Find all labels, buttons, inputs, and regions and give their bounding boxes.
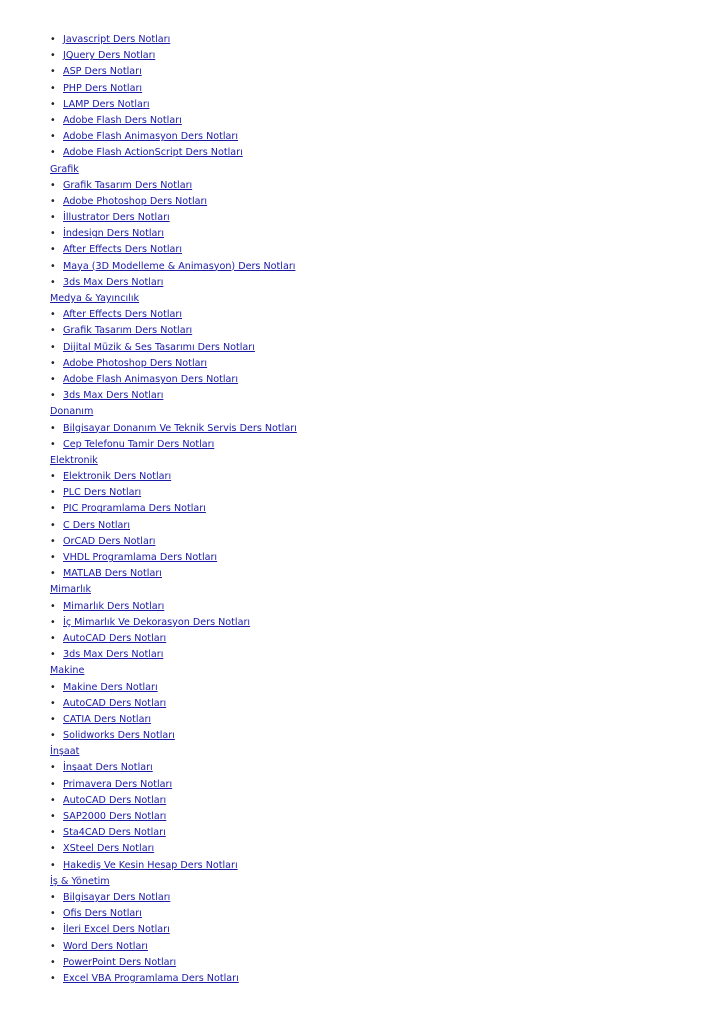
course-link[interactable]: Adobe Flash Animasyon Ders Notları bbox=[63, 131, 239, 143]
list-item bbox=[50, 372, 690, 388]
bullet-icon: • bbox=[50, 859, 56, 871]
bullet-icon: • bbox=[50, 503, 56, 515]
bullet-icon: • bbox=[50, 438, 56, 450]
course-link[interactable]: Maya (3D Modelleme & Animasyon) Ders Notları bbox=[63, 260, 296, 272]
course-link[interactable]: Bilgisayar Donanım Ve Teknik Servis Ders Notları bbox=[63, 422, 297, 434]
list-item bbox=[50, 485, 690, 501]
bullet-icon: • bbox=[50, 179, 56, 191]
category-heading-link[interactable]: Elektronik bbox=[50, 454, 98, 466]
list-item bbox=[50, 696, 690, 712]
bullet-icon: • bbox=[50, 681, 56, 693]
course-link[interactable]: Word Ders Notları bbox=[63, 940, 148, 952]
course-link[interactable]: OrCAD Ders Notları bbox=[63, 535, 156, 547]
course-link[interactable]: SAP2000 Ders Notları bbox=[63, 811, 167, 822]
bullet-icon: • bbox=[50, 600, 56, 612]
list-item bbox=[50, 955, 690, 971]
bullet-icon: • bbox=[50, 924, 56, 936]
bullet-icon: • bbox=[50, 357, 56, 369]
course-link[interactable]: Adobe Flash Animasyon Ders Notları bbox=[63, 373, 239, 385]
course-link[interactable]: ASP Ders Notları bbox=[63, 66, 142, 78]
course-link[interactable]: Adobe Photoshop Ders Notları bbox=[63, 357, 208, 369]
bullet-icon: • bbox=[50, 276, 56, 288]
bullet-icon: • bbox=[50, 552, 56, 563]
bullet-icon: • bbox=[50, 811, 56, 822]
course-list bbox=[50, 32, 690, 987]
bullet-icon: • bbox=[50, 713, 56, 725]
bullet-icon: • bbox=[50, 827, 56, 839]
bullet-icon: • bbox=[50, 730, 56, 742]
bullet-icon: • bbox=[50, 341, 56, 353]
bullet-icon: • bbox=[50, 616, 56, 628]
course-link[interactable]: Excel VBA Programlama Ders Notları bbox=[63, 972, 239, 984]
bullet-icon: • bbox=[50, 843, 56, 855]
list-item bbox=[50, 518, 690, 534]
list-item bbox=[50, 307, 690, 323]
category-heading bbox=[50, 582, 690, 598]
list-item bbox=[50, 145, 690, 161]
list-item bbox=[50, 501, 690, 517]
course-link[interactable]: AutoCAD Ders Notları bbox=[63, 632, 167, 644]
list-item bbox=[50, 81, 690, 97]
category-heading bbox=[50, 291, 690, 307]
list-item bbox=[50, 809, 690, 825]
bullet-icon: • bbox=[50, 908, 56, 920]
list-item bbox=[50, 680, 690, 696]
course-link[interactable]: After Effects Ders Notları bbox=[63, 309, 182, 321]
course-link[interactable]: JQuery Ders Notları bbox=[63, 50, 156, 62]
list-item bbox=[50, 340, 690, 356]
course-link[interactable]: PHP Ders Notları bbox=[63, 82, 143, 94]
list-item bbox=[50, 242, 690, 258]
list-item bbox=[50, 631, 690, 647]
list-item bbox=[50, 388, 690, 404]
bullet-icon: • bbox=[50, 260, 56, 272]
course-link[interactable]: Javascript Ders Notları bbox=[63, 34, 171, 45]
bullet-icon: • bbox=[50, 956, 56, 968]
list-item bbox=[50, 469, 690, 485]
list-item bbox=[50, 259, 690, 275]
course-link[interactable]: PIC Programlama Ders Notları bbox=[63, 503, 206, 515]
course-link[interactable]: Grafik Tasarım Ders Notları bbox=[63, 325, 193, 337]
bullet-icon: • bbox=[50, 940, 56, 952]
bullet-icon: • bbox=[50, 471, 56, 483]
category-heading-link[interactable]: Donanım bbox=[50, 406, 94, 418]
course-link[interactable]: 3ds Max Ders Notları bbox=[63, 390, 164, 402]
category-heading-link[interactable]: İnşaat bbox=[50, 746, 80, 758]
course-link[interactable]: Makine Ders Notları bbox=[63, 681, 158, 693]
course-link[interactable]: Ofis Ders Notları bbox=[63, 908, 142, 920]
course-link[interactable]: Adobe Flash ActionScript Ders Notları bbox=[63, 147, 243, 159]
bullet-icon: • bbox=[50, 568, 56, 580]
course-link[interactable]: Solidworks Ders Notları bbox=[63, 730, 175, 742]
course-link[interactable]: Mimarlık Ders Notları bbox=[63, 600, 165, 612]
course-link[interactable]: AutoCAD Ders Notları bbox=[63, 794, 167, 806]
bullet-icon: • bbox=[50, 891, 56, 903]
bullet-icon: • bbox=[50, 114, 56, 126]
course-link[interactable]: İç Mimarlık Ve Dekorasyon Ders Notları bbox=[63, 616, 251, 628]
bullet-icon: • bbox=[50, 535, 56, 547]
list-item bbox=[50, 64, 690, 80]
list-item bbox=[50, 971, 690, 987]
bullet-icon: • bbox=[50, 82, 56, 94]
category-heading-link[interactable]: İş & Yönetim bbox=[50, 875, 110, 887]
list-item bbox=[50, 566, 690, 582]
bullet-icon: • bbox=[50, 487, 56, 499]
course-link[interactable]: MATLAB Ders Notları bbox=[63, 568, 162, 580]
bullet-icon: • bbox=[50, 794, 56, 806]
bullet-icon: • bbox=[50, 131, 56, 143]
bullet-icon: • bbox=[50, 762, 56, 774]
category-heading bbox=[50, 874, 690, 890]
list-item bbox=[50, 534, 690, 550]
list-item bbox=[50, 323, 690, 339]
course-link[interactable]: AutoCAD Ders Notları bbox=[63, 697, 167, 709]
bullet-icon: • bbox=[50, 778, 56, 790]
course-link[interactable]: PowerPoint Ders Notları bbox=[63, 956, 177, 968]
bullet-icon: • bbox=[50, 649, 56, 661]
course-link[interactable]: Elektronik Ders Notları bbox=[63, 471, 172, 483]
bullet-icon: • bbox=[50, 98, 56, 110]
list-item bbox=[50, 32, 690, 48]
list-item bbox=[50, 129, 690, 145]
course-link[interactable]: Primavera Ders Notları bbox=[63, 778, 173, 790]
course-link[interactable]: Sta4CAD Ders Notları bbox=[63, 827, 166, 839]
list-item bbox=[50, 760, 690, 776]
bullet-icon: • bbox=[50, 519, 56, 531]
list-item bbox=[50, 550, 690, 566]
bullet-icon: • bbox=[50, 422, 56, 434]
list-item bbox=[50, 728, 690, 744]
course-link[interactable]: LAMP Ders Notları bbox=[63, 98, 150, 110]
bullet-icon: • bbox=[50, 325, 56, 337]
bullet-icon: • bbox=[50, 212, 56, 224]
course-link[interactable]: VHDL Programlama Ders Notları bbox=[63, 552, 218, 563]
course-link[interactable]: Adobe Photoshop Ders Notları bbox=[63, 195, 208, 207]
bullet-icon: • bbox=[50, 390, 56, 402]
category-heading bbox=[50, 663, 690, 679]
list-item bbox=[50, 906, 690, 922]
category-heading bbox=[50, 453, 690, 469]
list-item bbox=[50, 777, 690, 793]
list-item bbox=[50, 599, 690, 615]
bullet-icon: • bbox=[50, 309, 56, 321]
bullet-icon: • bbox=[50, 972, 56, 984]
course-link[interactable]: 3ds Max Ders Notları bbox=[63, 649, 164, 661]
bullet-icon: • bbox=[50, 195, 56, 207]
list-item bbox=[50, 97, 690, 113]
course-link[interactable]: 3ds Max Ders Notları bbox=[63, 276, 164, 288]
list-item bbox=[50, 858, 690, 874]
list-item bbox=[50, 210, 690, 226]
list-item bbox=[50, 712, 690, 728]
bullet-icon: • bbox=[50, 632, 56, 644]
category-heading-link[interactable]: Makine bbox=[50, 665, 85, 677]
course-link[interactable]: Cep Telefonu Tamir Ders Notları bbox=[63, 438, 215, 450]
course-link[interactable]: After Effects Ders Notları bbox=[63, 244, 182, 256]
list-item bbox=[50, 421, 690, 437]
list-item bbox=[50, 793, 690, 809]
list-item bbox=[50, 356, 690, 372]
course-link[interactable]: Adobe Flash Ders Notları bbox=[63, 114, 182, 126]
course-link[interactable]: İleri Excel Ders Notları bbox=[63, 924, 170, 936]
list-item bbox=[50, 275, 690, 291]
bullet-icon: • bbox=[50, 147, 56, 159]
category-heading bbox=[50, 744, 690, 760]
list-item bbox=[50, 890, 690, 906]
list-item bbox=[50, 194, 690, 210]
course-link[interactable]: CATIA Ders Notları bbox=[63, 713, 152, 725]
bullet-icon: • bbox=[50, 34, 56, 45]
bullet-icon: • bbox=[50, 373, 56, 385]
course-link[interactable]: PLC Ders Notları bbox=[63, 487, 142, 499]
list-item bbox=[50, 939, 690, 955]
course-link[interactable]: Grafik Tasarım Ders Notları bbox=[63, 179, 193, 191]
bullet-icon: • bbox=[50, 244, 56, 256]
list-item bbox=[50, 113, 690, 129]
list-item bbox=[50, 647, 690, 663]
list-item bbox=[50, 841, 690, 857]
category-heading-link[interactable]: Grafik bbox=[50, 163, 79, 175]
course-link[interactable]: C Ders Notları bbox=[63, 519, 130, 531]
bullet-icon: • bbox=[50, 228, 56, 240]
list-item bbox=[50, 178, 690, 194]
course-link[interactable]: İndesign Ders Notları bbox=[63, 228, 165, 240]
list-item bbox=[50, 437, 690, 453]
list-item bbox=[50, 48, 690, 64]
category-heading-link[interactable]: Medya & Yayıncılık bbox=[50, 293, 140, 304]
list-item bbox=[50, 922, 690, 938]
bullet-icon: • bbox=[50, 66, 56, 78]
course-link[interactable]: Bilgisayar Ders Notları bbox=[63, 891, 171, 903]
course-link[interactable]: İllustrator Ders Notları bbox=[63, 212, 170, 224]
category-heading bbox=[50, 162, 690, 178]
bullet-icon: • bbox=[50, 697, 56, 709]
list-item bbox=[50, 825, 690, 841]
course-link[interactable]: XSteel Ders Notları bbox=[63, 843, 155, 855]
course-link[interactable]: Dijital Müzik & Ses Tasarımı Ders Notları bbox=[63, 341, 255, 353]
list-item bbox=[50, 615, 690, 631]
category-heading bbox=[50, 404, 690, 420]
course-link[interactable]: İnşaat Ders Notları bbox=[63, 762, 153, 774]
list-item bbox=[50, 226, 690, 242]
bullet-icon: • bbox=[50, 50, 56, 62]
course-link[interactable]: Hakediş Ve Kesin Hesap Ders Notları bbox=[63, 859, 238, 871]
category-heading-link[interactable]: Mimarlık bbox=[50, 584, 91, 596]
